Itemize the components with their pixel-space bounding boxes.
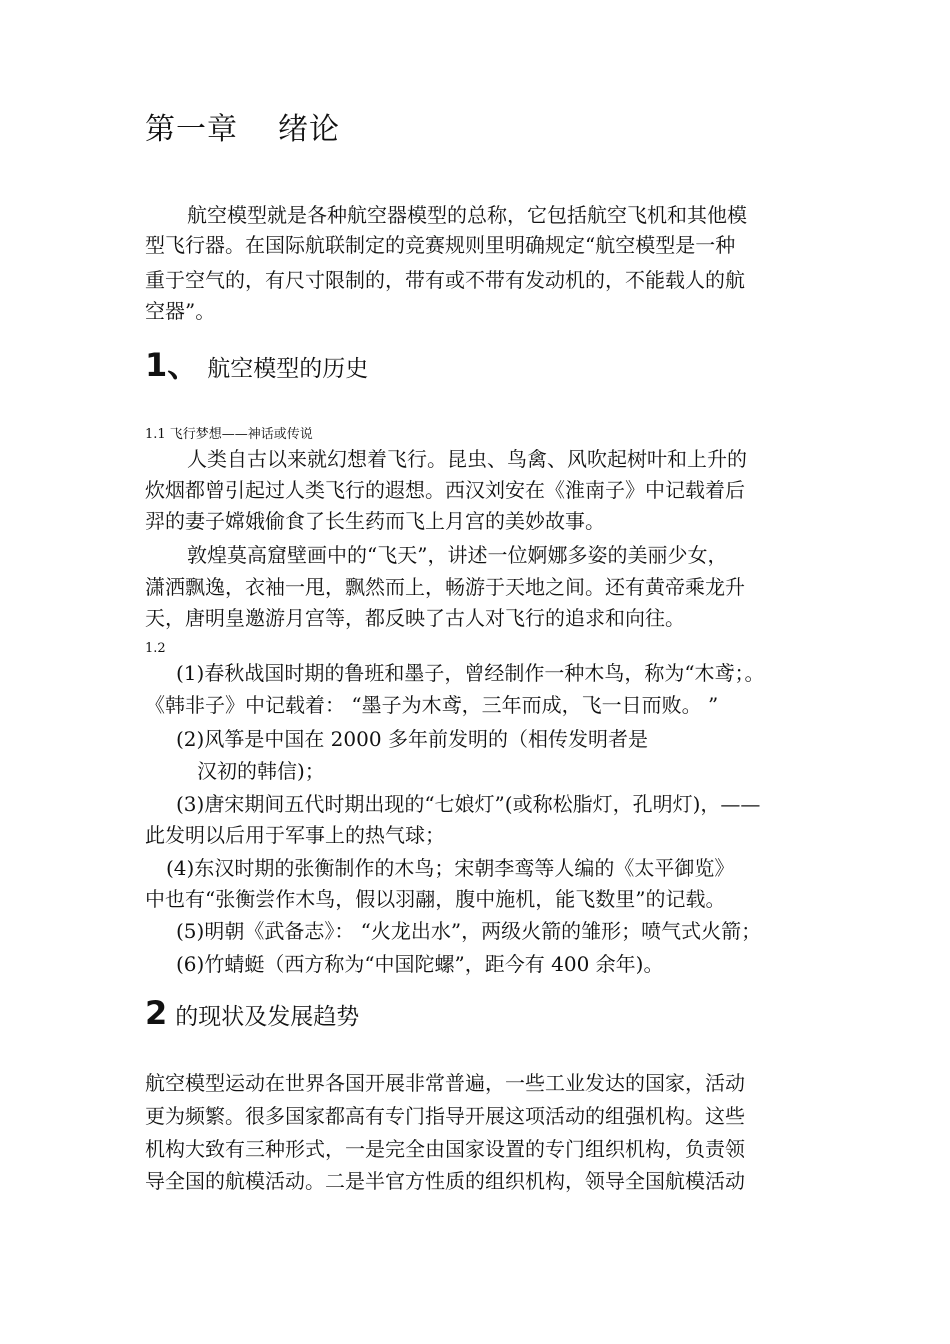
sub2-line-6: 此发明以后用于军事上的热气球； <box>145 823 445 847</box>
section-2-heading <box>145 994 359 1032</box>
section-1-number: 1、 <box>145 346 200 384</box>
intro-line-3: 重于空气的，有尺寸限制的，带有或不带有发动机的，不能载人的航 <box>145 268 745 292</box>
sub2-line-5: (3)唐宋期间五代时期出现的“七娘灯”(或称松脂灯，孔明灯)，—— <box>176 792 761 816</box>
chapter-name: 绪论 <box>278 112 340 147</box>
intro-line-1: 航空模型就是各种航空器模型的总称，它包括航空飞机和其他模 <box>187 203 747 227</box>
section-2-number: 2 <box>145 994 168 1032</box>
section-2-line-1: 航空模型运动在世界各国开展非常普遍，一些工业发达的国家，活动 <box>145 1071 745 1095</box>
subsection-1-2-label: 1.2 <box>145 641 166 656</box>
subsection-1-1-label: 1.1 飞行梦想——神话或传说 <box>145 427 313 442</box>
sub2-line-1: (1)春秋战国时期的鲁班和墨子，曾经制作一种木鸟，称为“木鸢；。 <box>176 661 765 685</box>
sub2-line-4: 汉初的韩信)； <box>197 759 325 783</box>
section-2-line-2: 更为频繁。很多国家都高有专门指导开展这项活动的组强机构。这些 <box>145 1104 745 1128</box>
chapter-number: 第一章 <box>145 112 238 147</box>
sub1-line-2: 炊烟都曾引起过人类飞行的遐想。西汉刘安在《淮南子》中记载着后 <box>145 478 745 502</box>
sub2-line-7: (4)东汉时期的张衡制作的木鸟；宋朝李鸾等人编的《太平御览》 <box>166 856 735 880</box>
section-1-heading <box>145 340 368 386</box>
section-2-line-4: 导全国的航模活动。二是半官方性质的组织机构，领导全国航模活动 <box>145 1169 745 1193</box>
intro-line-4: 空器”。 <box>145 299 216 323</box>
sub1-line-6: 天，唐明皇邀游月宫等，都反映了古人对飞行的追求和向往。 <box>145 606 685 630</box>
section-1-title: 航空模型的历史 <box>207 356 369 382</box>
sub1-line-4: 敦煌莫高窟壁画中的“飞天”，讲述一位婀娜多姿的美丽少女， <box>187 543 728 567</box>
section-2-title: 的现状及发展趋势 <box>175 1004 360 1030</box>
intro-line-2: 型飞行器。在国际航联制定的竞赛规则里明确规定“航空模型是一种 <box>145 233 736 257</box>
sub2-line-2: 《韩非子》中记载着： “墨子为木鸢，三年而成，飞一日而败。 ” <box>145 693 719 717</box>
section-2-line-3: 机构大致有三种形式，一是完全由国家设置的专门组织机构，负责领 <box>145 1137 745 1161</box>
chapter-title <box>145 108 340 152</box>
sub1-line-5: 潇洒飘逸，衣袖一甩，飘然而上，畅游于天地之间。还有黄帝乘龙升 <box>145 575 745 599</box>
sub1-line-3: 羿的妻子嫦娥偷食了长生药而飞上月宫的美妙故事。 <box>145 509 605 533</box>
sub2-line-8: 中也有“张衡尝作木鸟，假以羽翮，腹中施机，能飞数里”的记载。 <box>145 887 726 911</box>
sub1-line-1: 人类自古以来就幻想着飞行。昆虫、鸟禽、风吹起树叶和上升的 <box>187 447 747 471</box>
sub2-line-9: (5)明朝《武备志》： “火龙出水”，两级火箭的雏形；喷气式火箭； <box>176 919 762 943</box>
sub2-line-3: (2)风筝是中国在 2000 多年前发明的（相传发明者是 <box>176 727 648 751</box>
sub2-line-10: (6)竹蜻蜓（西方称为“中国陀螺”，距今有 400 余年)。 <box>176 952 664 976</box>
